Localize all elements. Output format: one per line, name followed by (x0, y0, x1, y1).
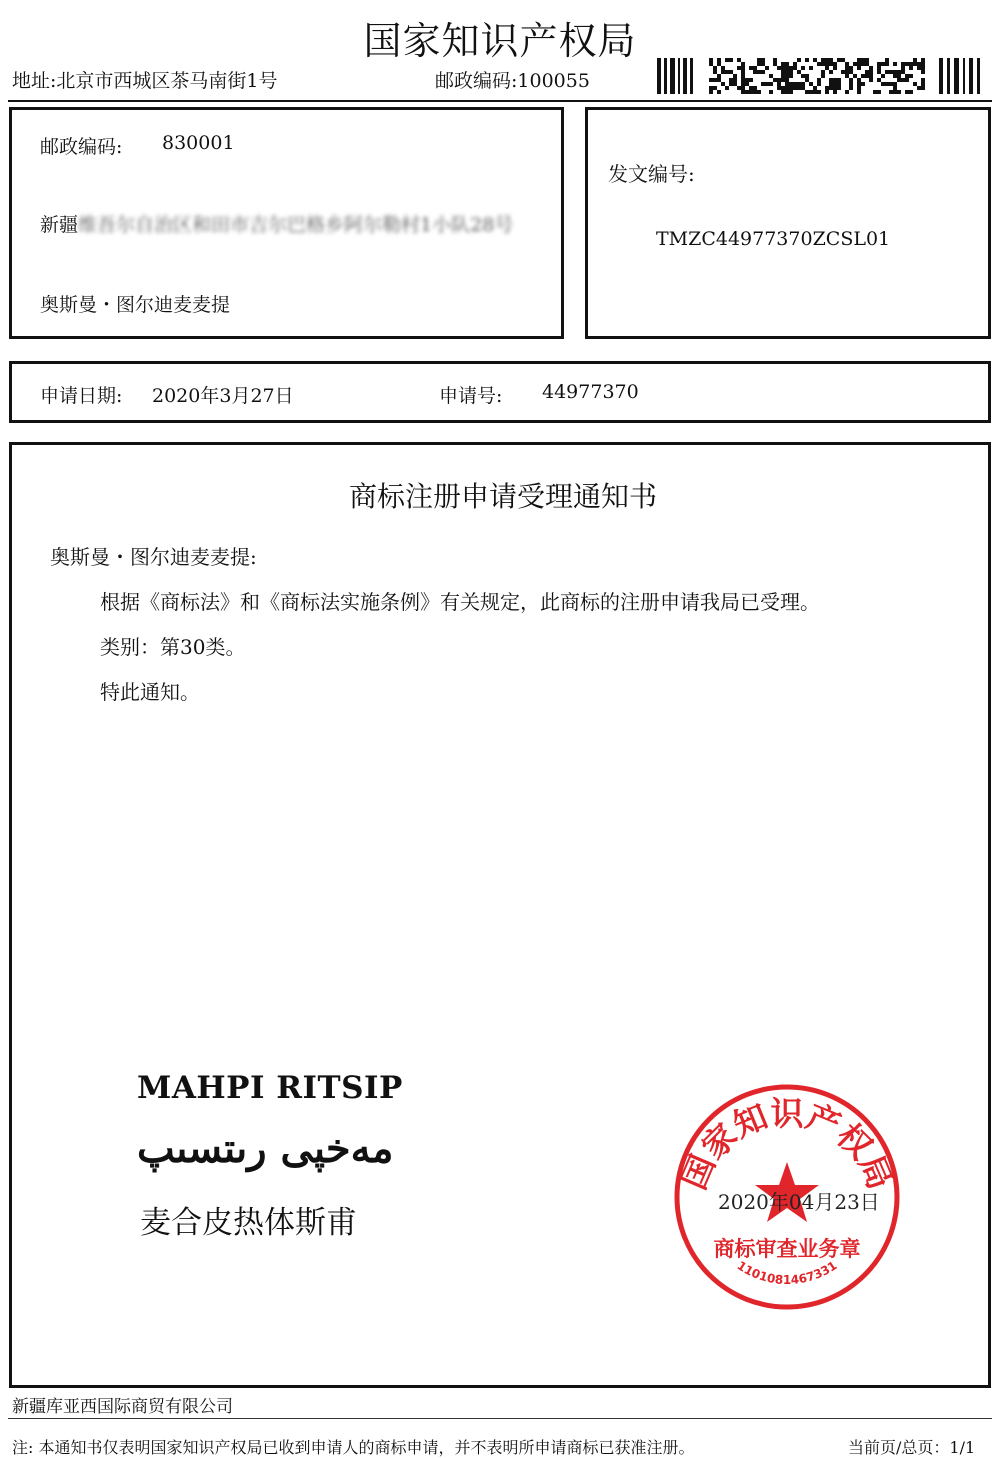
barcode (657, 58, 982, 94)
recipient-postal-code: 830001 (162, 132, 235, 154)
recipient-box (9, 107, 564, 339)
notice-closing: 特此通知。 (100, 680, 200, 704)
notice-category: 类别：第30类。 (100, 635, 246, 659)
stamp-date: 2020年04月23日 (718, 1190, 880, 1214)
doc-number-box (585, 107, 991, 339)
office-postal-code: 邮政编码:100055 (435, 70, 590, 92)
seal-serial: 1101081467331 (734, 1258, 840, 1288)
trademark-chinese: 麦合皮热体斯甫 (140, 1205, 357, 1241)
notice-title: 商标注册申请受理通知书 (348, 480, 657, 513)
trademark-latin: MAHPI RITSIP (137, 1070, 403, 1106)
seal-bottom-text: 商标审查业务章 (713, 1237, 861, 1261)
footer-divider (8, 1418, 992, 1419)
footer-company: 新疆库亚西国际商贸有限公司 (12, 1397, 233, 1417)
recipient-postal-label: 邮政编码: (40, 136, 123, 158)
recipient-address (40, 210, 513, 237)
application-date: 2020年3月27日 (152, 385, 294, 407)
application-date-label: 申请日期: (40, 385, 123, 407)
header-divider (8, 100, 992, 102)
seal-top-text: 国家知识产权局 (673, 1094, 901, 1195)
notice-salutation: 奥斯曼・图尔迪麦麦提: (50, 545, 257, 569)
footer-page-indicator: 当前页/总页：1/1 (848, 1438, 976, 1457)
doc-number-label: 发文编号: (608, 162, 695, 186)
office-address: 地址:北京市西城区茶马南街1号 (12, 70, 278, 92)
recipient-address-prefix: 新疆 (40, 214, 79, 236)
application-number: 44977370 (542, 381, 639, 403)
office-title: 国家知识产权局 (363, 19, 637, 63)
application-number-label: 申请号: (439, 385, 503, 407)
notice-body: 根据《商标法》和《商标法实施条例》有关规定，此商标的注册申请我局已受理。 (100, 590, 820, 614)
recipient-name: 奥斯曼・图尔迪麦麦提 (40, 294, 231, 316)
doc-number: TMZC44977370ZCSL01 (656, 228, 891, 250)
application-box (9, 361, 991, 423)
recipient-address-redacted: 维吾尔自治区和田市吉尔巴格乡阿尔勒村1小队28号 (78, 214, 514, 236)
footer-note: 注: 本通知书仅表明国家知识产权局已收到申请人的商标申请，并不表明所申请商标已获准注册。 (12, 1438, 695, 1457)
trademark-uyghur: مەخپى رىتسىپ (137, 1125, 394, 1172)
